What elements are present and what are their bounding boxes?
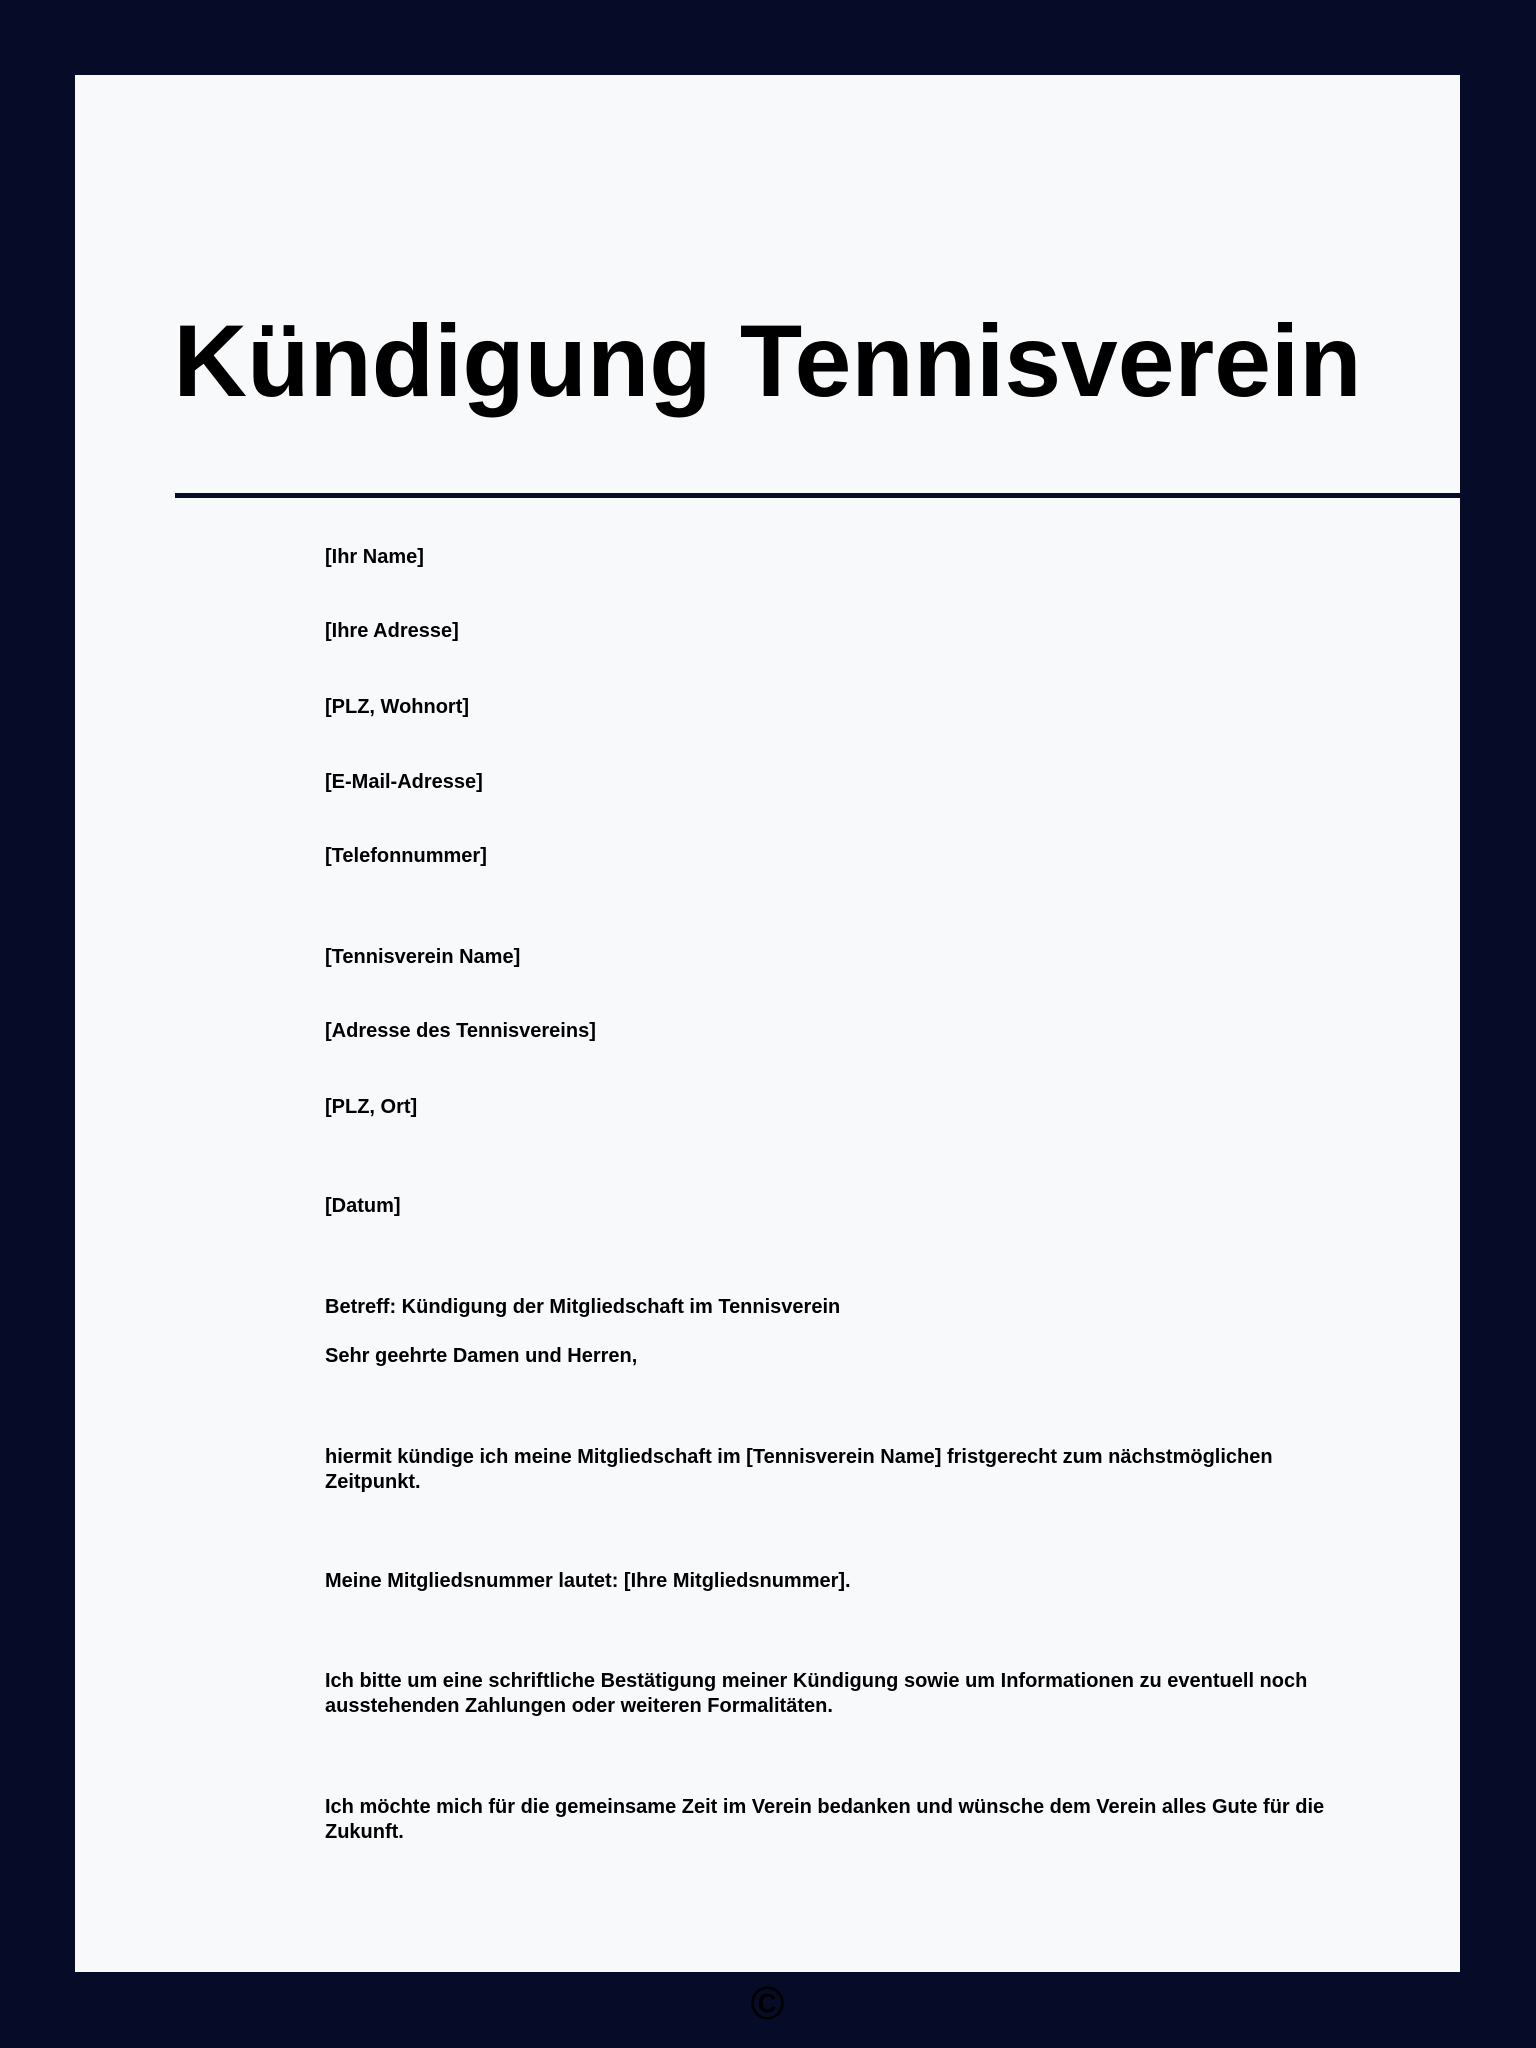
recipient-city: [PLZ, Ort] bbox=[325, 1096, 418, 1118]
body-paragraph: Meine Mitgliedsnummer lautet: [Ihre Mitgliedsnummer]. bbox=[325, 1570, 851, 1592]
sender-phone: [Telefonnummer] bbox=[325, 845, 487, 867]
title-divider bbox=[175, 493, 1512, 498]
sender-email: [E-Mail-Adresse] bbox=[325, 771, 483, 793]
page-title: Kündigung Tennisverein bbox=[173, 304, 1362, 418]
sender-city: [PLZ, Wohnort] bbox=[325, 696, 470, 718]
copyright-icon: © bbox=[750, 1977, 785, 2029]
letter-salutation: Sehr geehrte Damen und Herren, bbox=[325, 1345, 638, 1367]
document-page bbox=[75, 75, 1460, 2029]
sender-name: [Ihr Name] bbox=[325, 546, 424, 568]
recipient-name: [Tennisverein Name] bbox=[325, 946, 521, 968]
sender-address: [Ihre Adresse] bbox=[325, 620, 459, 642]
body-paragraph: hiermit kündige ich meine Mitgliedschaft im [Tennisverein Name] fristgerecht zum nächstmöglichen Zeitpunkt. bbox=[325, 1446, 1273, 1493]
body-paragraph: Ich bitte um eine schriftliche Bestätigung meiner Kündigung sowie um Informationen zu eventuell noch ausstehenden Zahlungen oder weiteren Formalitäten. bbox=[325, 1670, 1308, 1717]
letter-date: [Datum] bbox=[325, 1195, 401, 1217]
body-paragraph: Ich möchte mich für die gemeinsame Zeit im Verein bedanken und wünsche dem Verein alles Gute für die Zukunft. bbox=[325, 1796, 1325, 1843]
recipient-address: [Adresse des Tennisvereins] bbox=[325, 1020, 596, 1042]
letter-subject: Betreff: Kündigung der Mitgliedschaft im Tennisverein bbox=[325, 1296, 841, 1318]
